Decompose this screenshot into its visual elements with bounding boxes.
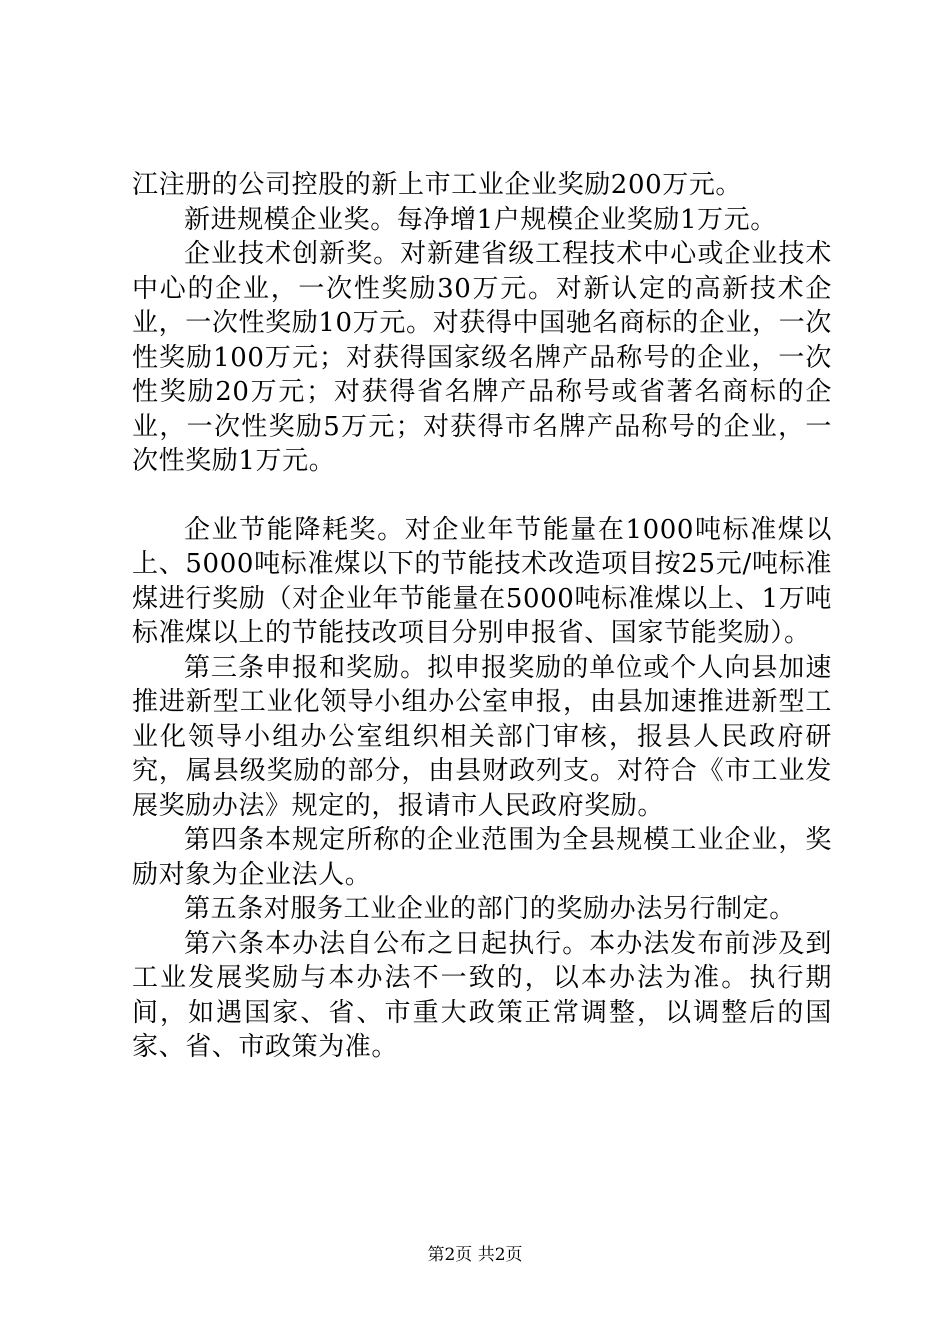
paragraph-article-3: 第三条申报和奖励。拟申报奖励的单位或个人向县加速推进新型工业化领导小组办公室申报，由县加速推进新型工业化领导小组办公室组织相关部门审核，报县人民政府研究，属县级奖励的部分，由县财政列支。对符合《市工业发展奖励办法》规定的，报请市人民政府奖励。 <box>132 652 832 821</box>
paragraph-new-scale-enterprise-award: 新进规模企业奖。每净增1户规模企业奖励1万元。 <box>184 204 777 235</box>
page-number-footer: 第2页 共2页 <box>427 1245 523 1265</box>
paragraph-energy-saving-award: 企业节能降耗奖。对企业年节能量在1000吨标准煤以上、5000吨标准煤以下的节能技术改造项目按25元/吨标准煤进行奖励（对企业年节能量在5000吨标准煤以上、1万吨标准煤以上的节能技改项目分别申报省、国家节能奖励）。 <box>132 514 832 648</box>
paragraph-tech-innovation-award: 企业技术创新奖。对新建省级工程技术中心或企业技术中心的企业，一次性奖励30万元。对新认定的高新技术企业，一次性奖励10万元。对获得中国驰名商标的企业，一次性奖励100万元；对获得国家级名牌产品称号的企业，一次性奖励20万元；对获得省名牌产品称号或省著名商标的企业，一次性奖励5万元；对获得市名牌产品称号的企业，一次性奖励1万元。 <box>132 239 832 476</box>
paragraph-article-5: 第五条对服务工业企业的部门的奖励办法另行制定。 <box>184 894 796 924</box>
paragraph-continuation: 江注册的公司控股的新上市工业企业奖励200万元。 <box>132 170 743 200</box>
document-body <box>132 168 832 1065</box>
paragraph-article-6: 第六条本办法自公布之日起执行。本办法发布前涉及到工业发展奖励与本办法不一致的，以本办法为准。执行期间，如遇国家、省、市重大政策正常调整，以调整后的国家、省、市政策为准。 <box>132 928 832 1062</box>
paragraph-article-4: 第四条本规定所称的企业范围为全县规模工业企业，奖励对象为企业法人。 <box>132 825 832 890</box>
